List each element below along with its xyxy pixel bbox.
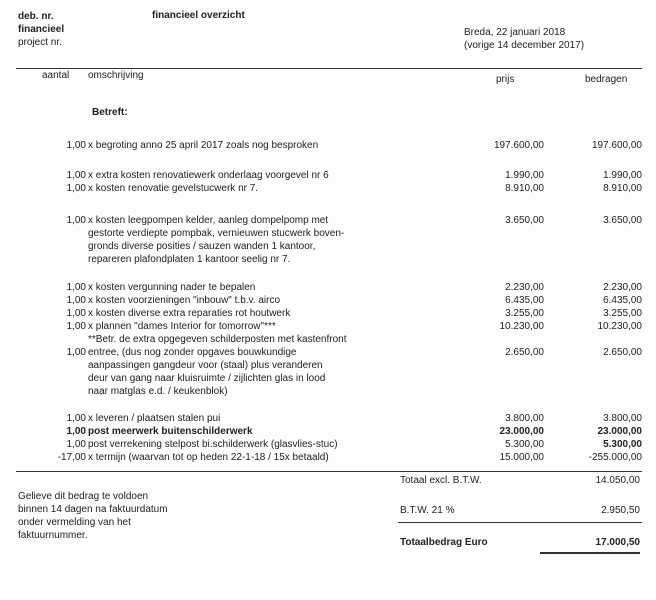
row-amount: -255.000,00 [588, 452, 642, 463]
financieel-label: financieel [18, 24, 65, 35]
row-qty: 1,00 [66, 140, 86, 151]
row-amount: 10.230,00 [597, 321, 642, 332]
row-desc: x termijn (waarvan tot op heden 22-1-18 / 15x betaald) [88, 452, 329, 463]
table-row [0, 346, 656, 359]
row-desc: x leveren / plaatsen stalen pui [88, 413, 221, 424]
row-price: 2.230,00 [505, 282, 544, 293]
row-price: 1.990,00 [505, 170, 544, 181]
row-desc: x plannen "dames Interior for tomorrow"*** [88, 321, 276, 332]
header-divider [16, 68, 642, 69]
total-excl-value: 14.050,00 [595, 475, 640, 486]
row-desc: entree, (dus nog zonder opgaves bouwkundige [88, 347, 297, 358]
total-excl-label: Totaal excl. B.T.W. [400, 475, 482, 486]
row-price: 2.650,00 [505, 347, 544, 358]
row-price: 6.435,00 [505, 295, 544, 306]
row-desc-continuation: deur van gang naar kluisruimte / zijlichten glas in lood [88, 373, 326, 384]
row-price: 5.300,00 [505, 439, 544, 450]
row-qty: 1,00 [66, 282, 86, 293]
row-qty: 1,00 [66, 183, 86, 194]
total-label: Totaalbedrag Euro [400, 537, 488, 548]
document-date: Breda, 22 januari 2018 [464, 27, 566, 38]
row-price: 15.000,00 [499, 452, 544, 463]
header-left [18, 10, 64, 49]
row-qty: 1,00 [66, 295, 86, 306]
row-price: 3.255,00 [505, 308, 544, 319]
row-desc-continuation: gronds diverse posities / sauzen wanden 1 kantoor, [88, 241, 316, 252]
row-desc: x kosten vergunning nader te bepalen [88, 282, 256, 293]
row-desc: x extra kosten renovatiewerk onderlaag voorgevel nr 6 [88, 170, 329, 181]
table-row [0, 412, 656, 425]
table-row [0, 438, 656, 451]
row-qty: 1,00 [66, 439, 86, 450]
table-row [0, 451, 656, 464]
table-row [0, 214, 656, 227]
row-amount: 2.650,00 [603, 347, 642, 358]
btw-label: B.T.W. 21 % [400, 505, 455, 516]
row-desc: x kosten voorzieningen "inbouw" t.b.v. airco [88, 295, 281, 306]
row-desc: x begroting anno 25 april 2017 zoals nog besproken [88, 140, 319, 151]
col-bedragen: bedragen [585, 74, 628, 85]
row-amount: 23.000,00 [597, 426, 642, 437]
row-price: 197.600,00 [493, 140, 544, 151]
row-desc: x kosten renovatie gevelstucwerk nr 7. [88, 183, 259, 194]
row-price: 23.000,00 [499, 426, 544, 437]
totals-divider [16, 471, 642, 472]
payment-note [18, 490, 168, 542]
row-amount: 8.910,00 [603, 183, 642, 194]
table-row [0, 425, 656, 438]
row-qty: 1,00 [66, 321, 86, 332]
payment-note-line: onder vermelding van het [18, 517, 131, 528]
col-prijs: prijs [496, 74, 515, 85]
table-row [0, 169, 656, 182]
row-qty: 1,00 [66, 308, 86, 319]
row-desc-continuation: naar matglas e.d. / keukenblok) [88, 386, 228, 397]
row-amount: 2.230,00 [603, 282, 642, 293]
table-row [0, 182, 656, 195]
previous-date: (vorige 14 december 2017) [464, 40, 585, 51]
btw-value: 2.950,50 [601, 505, 640, 516]
row-desc-continuation: gestorte verdiepte pompbak, vernieuwen stucwerk boven- [88, 228, 345, 239]
row-qty: 1,00 [66, 347, 86, 358]
payment-note-line: Gelieve dit bedrag te voldoen [18, 491, 149, 502]
row-desc: x kosten leegpompen kelder, aanleg dompelpomp met [88, 215, 329, 226]
payment-note-line: binnen 14 dagen na faktuurdatum [18, 504, 168, 515]
row-qty: 1,00 [66, 170, 86, 181]
row-qty: 1,00 [66, 426, 86, 437]
col-aantal: aantal [42, 70, 70, 81]
row-amount: 197.600,00 [591, 140, 642, 151]
col-omschrijving: omschrijving [88, 70, 144, 81]
row-qty: 1,00 [66, 215, 86, 226]
row-amount: 3.650,00 [603, 215, 642, 226]
table-row [0, 320, 656, 333]
row-amount: 5.300,00 [603, 439, 642, 450]
row-desc: post verrekening stelpost bi.schilderwerk (glasvlies-stuc) [88, 439, 338, 450]
row-desc: x kosten diverse extra reparaties rot houtwerk [88, 308, 291, 319]
row-price: 3.800,00 [505, 413, 544, 424]
row-qty: 1,00 [66, 413, 86, 424]
betreft-label: Betreft: [92, 107, 128, 118]
row-desc: post meerwerk buitenschilderwerk [88, 426, 253, 437]
total-value: 17.000,50 [595, 537, 640, 548]
document-title: financieel overzicht [152, 10, 245, 21]
table-row [0, 307, 656, 320]
row-amount: 6.435,00 [603, 295, 642, 306]
table-row [0, 294, 656, 307]
row-price: 3.650,00 [505, 215, 544, 226]
row-price: 8.910,00 [505, 183, 544, 194]
deb-nr-label: deb. nr. [18, 11, 54, 22]
table-row [0, 281, 656, 294]
project-label: project nr. [18, 37, 62, 48]
row-amount: 3.255,00 [603, 308, 642, 319]
row-amount: 3.800,00 [603, 413, 642, 424]
row-note: **Betr. de extra opgegeven schilderposten met kastenfront [88, 334, 347, 345]
row-qty: -17,00 [57, 452, 86, 463]
table-row [0, 139, 656, 152]
row-desc-continuation: aanpassingen gangdeur voor (staal) plus veranderen [88, 360, 323, 371]
totals-column-divider [398, 522, 642, 523]
payment-note-line: faktuurnummer. [18, 530, 88, 541]
total-underline [540, 552, 640, 554]
row-desc-continuation: repareren plafondplaten 1 kantoor seelig nr 7. [88, 254, 291, 265]
row-price: 10.230,00 [499, 321, 544, 332]
row-amount: 1.990,00 [603, 170, 642, 181]
